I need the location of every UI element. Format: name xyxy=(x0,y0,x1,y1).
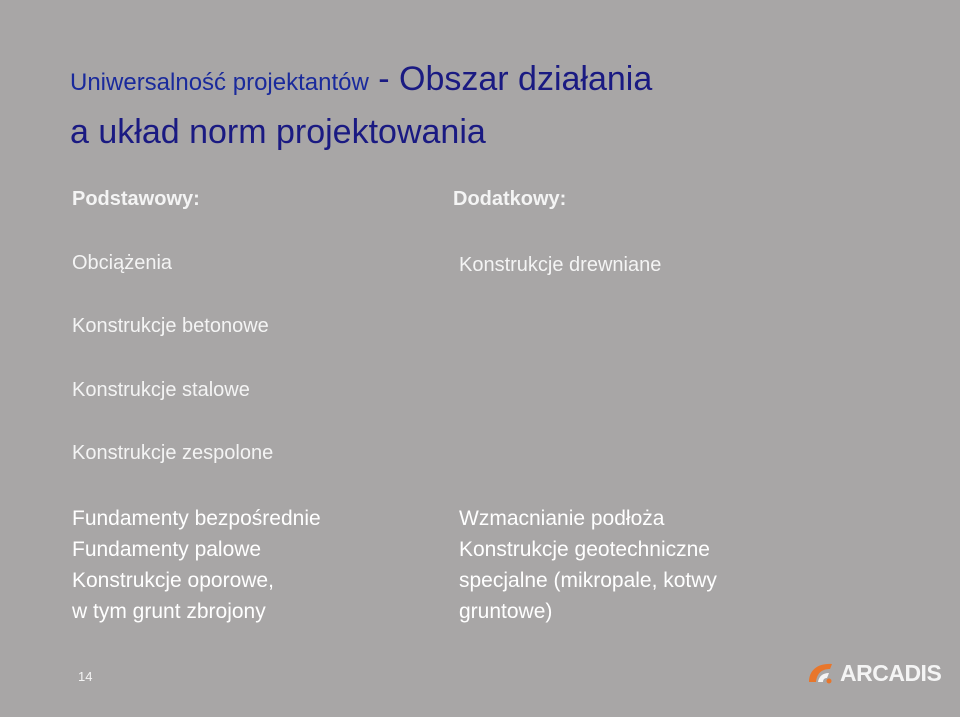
left-item-steel: Konstrukcje stalowe xyxy=(72,379,250,401)
slide-title xyxy=(70,56,930,155)
title-part-2: - Obszar działania xyxy=(368,60,653,98)
arcadis-logo xyxy=(806,660,941,686)
logo-wordmark: ARCADIS xyxy=(840,659,942,686)
right-block-line: specjalne (mikropale, kotwy xyxy=(459,569,717,592)
left-block-line: w tym grunt zbrojony xyxy=(72,600,266,623)
right-block-line: gruntowe) xyxy=(459,600,553,623)
page-number: 14 xyxy=(78,669,93,684)
right-item-timber: Konstrukcje drewniane xyxy=(459,254,662,276)
left-column-heading: Podstawowy: xyxy=(72,188,200,210)
left-block-line: Konstrukcje oporowe, xyxy=(72,569,274,592)
left-item-composite: Konstrukcje zespolone xyxy=(72,442,274,464)
left-block-line: Fundamenty palowe xyxy=(72,538,262,561)
title-part-1: Uniwersalność projektantów xyxy=(70,69,369,96)
left-geotech-block xyxy=(72,503,321,627)
right-geotech-block xyxy=(459,503,717,627)
left-block-line: Fundamenty bezpośrednie xyxy=(72,507,321,530)
left-item-concrete: Konstrukcje betonowe xyxy=(72,315,269,337)
right-block-line: Wzmacnianie podłoża xyxy=(459,507,665,530)
right-column-heading: Dodatkowy: xyxy=(453,188,567,210)
right-block-line: Konstrukcje geotechniczne xyxy=(459,538,710,561)
arcadis-logo-icon xyxy=(806,660,836,686)
left-item-loads: Obciążenia xyxy=(72,252,173,274)
title-line-2: a układ norm projektowania xyxy=(70,113,486,151)
